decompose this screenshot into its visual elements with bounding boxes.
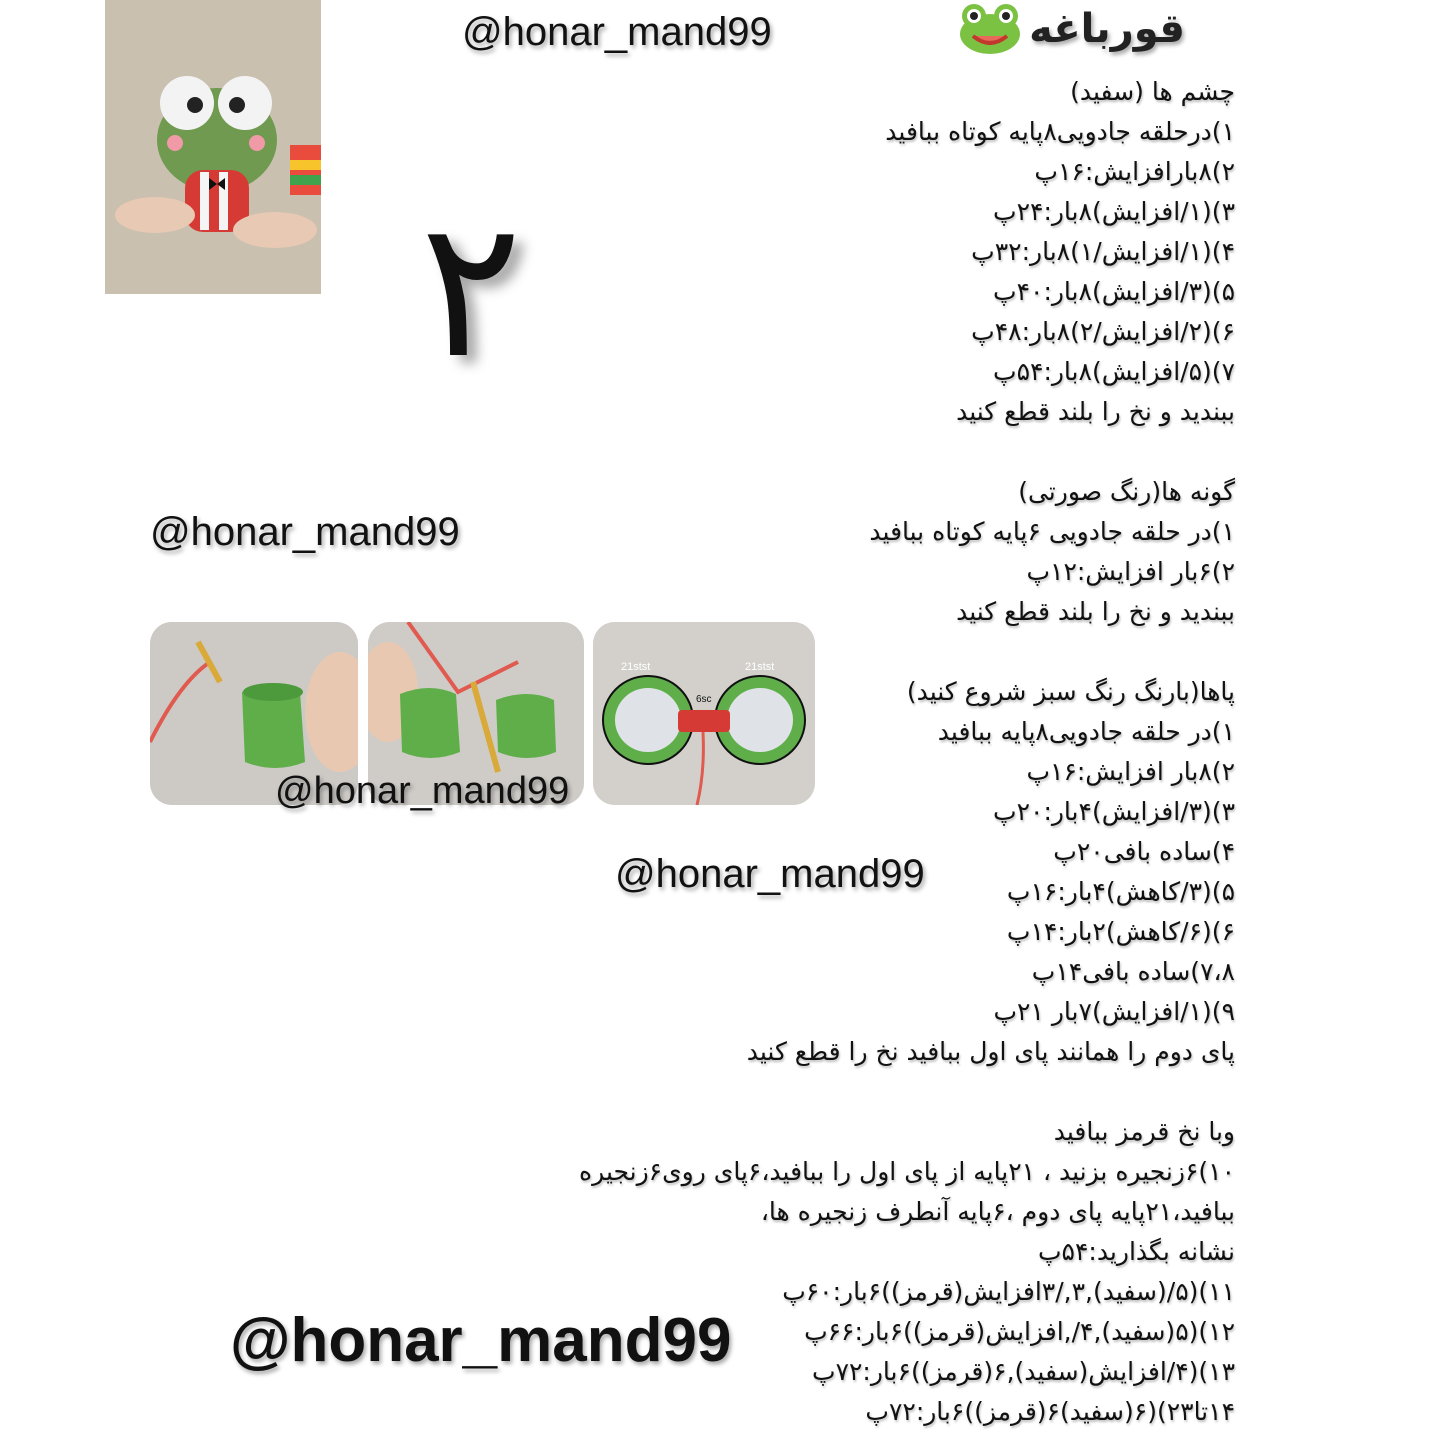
part-number: ۲ [420, 179, 523, 400]
title-block [957, 2, 1185, 56]
page-title: قورباغه [1029, 6, 1185, 52]
pattern-row: ۱۲)(۵(سفید),۴/,افزایش(قرمز))۶بار:۶۶پ [804, 1317, 1235, 1346]
pattern-row: ببندید و نخ را بلند قطع کنید [956, 397, 1235, 426]
pattern-row: ۳)(۱/افزایش)۸بار:۲۴پ [993, 197, 1235, 226]
pattern-row: ۲)۸بار افزایش:۱۶پ [1026, 757, 1235, 786]
frog-emoji-icon [957, 2, 1023, 56]
pattern-row: ۲)۸بارافزایش:۱۶پ [1034, 157, 1235, 186]
frog-toy-photo [105, 0, 321, 294]
pattern-row: ۱)در حلقه جادویی۸پایه ببافید [937, 717, 1235, 746]
watermark-handle-photos: @honar_mand99 [275, 770, 570, 812]
header-handle: @honar_mand99 [462, 10, 772, 54]
pattern-row: ۱۰)۶زنجیره بزنید ، ۲۱پایه از پای اول را ببافید،۶پای روی۶زنجیره [579, 1157, 1235, 1186]
step3-label-center: 6sc [696, 694, 712, 705]
pattern-row: ۱۳)(۴/افزایش(سفید),۶(قرمز))۶بار:۷۲پ [812, 1357, 1235, 1386]
step3-label-right: 21stst [745, 661, 775, 673]
watermark-handle-mid: @honar_mand99 [150, 510, 460, 554]
section-heading: گونه ها(رنگ صورتی) [1018, 477, 1235, 506]
pattern-row: نشانه بگذارید:۵۴پ [1037, 1237, 1235, 1266]
step3-label-left: 21stst [621, 661, 651, 673]
pattern-row: ۲)۶بار افزایش:۱۲پ [1026, 557, 1235, 586]
section-heading: وبا نخ قرمز ببافید [1053, 1117, 1235, 1146]
section-body [579, 1112, 1235, 1432]
section-cheeks [869, 472, 1235, 632]
pattern-row: ۷،۸)ساده بافی۱۴پ [1031, 957, 1235, 986]
pattern-row: ببافید،۲۱پایه پای دوم ،۶پایه آنطرف زنجیره ها، [760, 1197, 1235, 1226]
pattern-row: پای دوم را همانند پای اول ببافید نخ را قطع کنید [746, 1037, 1235, 1066]
pattern-row: ۴)ساده بافی۲۰پ [1053, 837, 1235, 866]
pattern-row: ۱۱)(۵/(سفید),۳,/۳افزایش(قرمز))۶بار:۶۰پ [782, 1277, 1235, 1306]
pattern-row: ۱)درحلقه جادویی۸پایه کوتاه ببافید [885, 117, 1235, 146]
pattern-row: ۱)در حلقه جادویی ۶پایه کوتاه ببافید [869, 517, 1235, 546]
pattern-row: ۵)(۳/کاهش)۴بار:۱۶پ [1006, 877, 1235, 906]
section-heading: پاها(بارنگ رنگ سبز شروع کنید) [906, 677, 1235, 706]
watermark-handle-big: @honar_mand99 [230, 1306, 732, 1375]
section-legs [747, 672, 1235, 1072]
section-heading: چشم ها (سفید) [1070, 77, 1235, 106]
pattern-row: ۷)(۵/افزایش)۸بار:۵۴پ [993, 357, 1235, 386]
pattern-row: ۵)(۳/افزایش)۸بار:۴۰پ [993, 277, 1235, 306]
watermark-handle-right: @honar_mand99 [615, 852, 925, 896]
pattern-row: ۱۴تا۲۳)(۶(سفید)۶(قرمز))۶بار:۷۲پ [865, 1397, 1235, 1426]
pattern-row: ۳)(۳/افزایش)۴بار:۲۰پ [993, 797, 1235, 826]
pattern-row: ۶)(۶/کاهش)۲بار:۱۴پ [1006, 917, 1235, 946]
pattern-row: ۶)(۲/افزایش/۲)۸بار:۴۸پ [971, 317, 1235, 346]
pattern-row: ۴)(۱/افزایش/۱)۸بار:۳۲پ [971, 237, 1235, 266]
section-eyes [885, 72, 1235, 432]
pattern-row: ببندید و نخ را بلند قطع کنید [956, 597, 1235, 626]
pattern-row: ۹)(۱/افزایش)۷بار ۲۱پ [993, 997, 1235, 1026]
